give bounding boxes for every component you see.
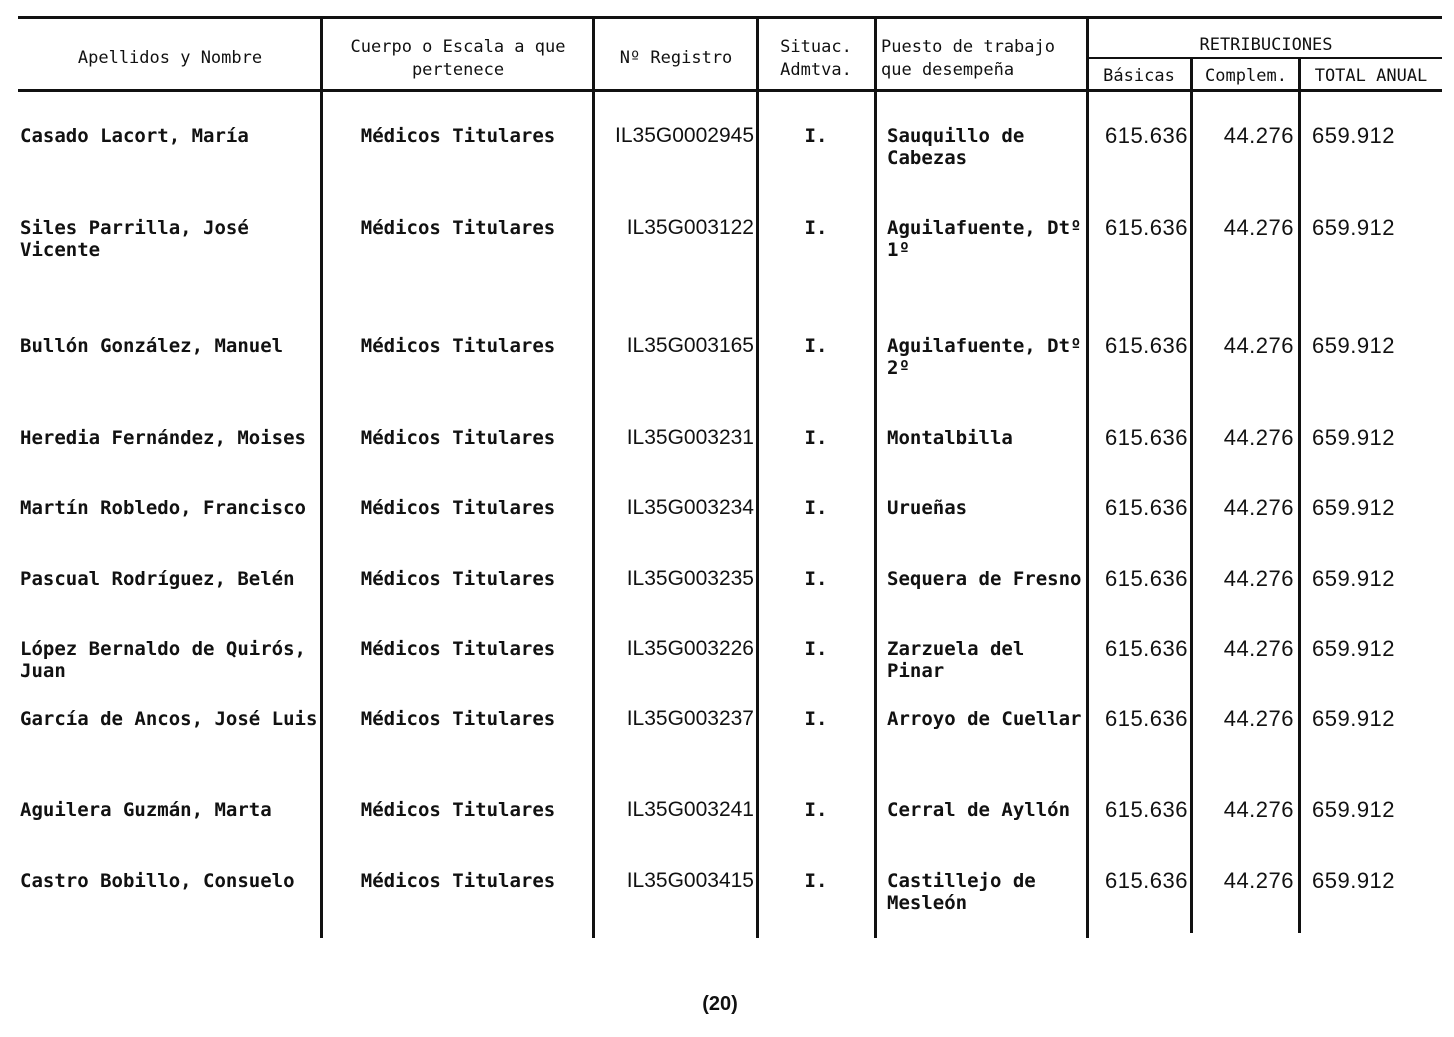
top-rule xyxy=(18,16,1442,19)
cell-cuerpo: Médicos Titulares xyxy=(360,638,556,660)
cell-puesto: Urueñas xyxy=(887,497,968,519)
cell-basicas: 615.636 xyxy=(1104,797,1188,822)
cell-name: Bullón González, Manuel xyxy=(20,335,284,357)
cell-puesto: Castillejo de Mesleón xyxy=(887,870,1036,914)
cell-name: Castro Bobillo, Consuelo xyxy=(20,870,295,892)
cell-name: Pascual Rodríguez, Belén xyxy=(20,568,295,590)
header-cuerpo: Cuerpo o Escala a que pertenece xyxy=(350,37,566,80)
cell-name: García de Ancos, José Luis xyxy=(20,708,318,730)
cell-cuerpo: Médicos Titulares xyxy=(360,427,556,449)
cell-situacion: I. xyxy=(804,335,828,357)
cell-total: 659.912 xyxy=(1312,636,1396,661)
cell-complem: 44.276 xyxy=(1223,123,1294,148)
cell-basicas: 615.636 xyxy=(1104,706,1188,731)
cell-cuerpo: Médicos Titulares xyxy=(360,708,556,730)
cell-total: 659.912 xyxy=(1312,868,1396,893)
cell-name: Siles Parrilla, José Vicente xyxy=(20,217,249,261)
cell-basicas: 615.636 xyxy=(1104,868,1188,893)
column-divider xyxy=(756,18,759,938)
column-divider xyxy=(1086,18,1089,938)
cell-registro: IL35G003241 xyxy=(626,798,754,821)
cell-basicas: 615.636 xyxy=(1104,636,1188,661)
cell-situacion: I. xyxy=(804,638,828,660)
cell-total: 659.912 xyxy=(1312,495,1396,520)
cell-total: 659.912 xyxy=(1312,333,1396,358)
cell-complem: 44.276 xyxy=(1223,425,1294,450)
cell-puesto: Aguilafuente, Dtº 2º xyxy=(887,335,1082,379)
cell-basicas: 615.636 xyxy=(1104,566,1188,591)
cell-complem: 44.276 xyxy=(1223,495,1294,520)
header-registro: Nº Registro xyxy=(619,48,733,68)
cell-puesto: Arroyo de Cuellar xyxy=(887,708,1082,730)
cell-puesto: Zarzuela del Pinar xyxy=(887,638,1025,682)
retribuciones-rule xyxy=(1087,57,1442,59)
cell-basicas: 615.636 xyxy=(1104,123,1188,148)
cell-cuerpo: Médicos Titulares xyxy=(360,799,556,821)
header-basicas: Básicas xyxy=(1103,66,1175,86)
header-rule xyxy=(18,89,1442,92)
cell-complem: 44.276 xyxy=(1223,566,1294,591)
cell-situacion: I. xyxy=(804,427,828,449)
header-name: Apellidos y Nombre xyxy=(77,48,263,68)
cell-registro: IL35G003234 xyxy=(626,496,754,519)
column-divider xyxy=(1298,58,1301,933)
cell-registro: IL35G003165 xyxy=(626,334,754,357)
cell-situacion: I. xyxy=(804,497,828,519)
cell-name: Casado Lacort, María xyxy=(20,125,249,147)
header-total: TOTAL ANUAL xyxy=(1314,66,1428,86)
cell-puesto: Montalbilla xyxy=(887,427,1013,449)
cell-name: Martín Robledo, Francisco xyxy=(20,497,306,519)
cell-total: 659.912 xyxy=(1312,425,1396,450)
cell-cuerpo: Médicos Titulares xyxy=(360,335,556,357)
cell-cuerpo: Médicos Titulares xyxy=(360,497,556,519)
cell-complem: 44.276 xyxy=(1223,797,1294,822)
cell-cuerpo: Médicos Titulares xyxy=(360,125,556,147)
cell-registro: IL35G003415 xyxy=(626,869,754,892)
cell-cuerpo: Médicos Titulares xyxy=(360,217,556,239)
cell-complem: 44.276 xyxy=(1223,215,1294,240)
header-complem: Complem. xyxy=(1205,66,1287,86)
column-divider xyxy=(320,18,323,938)
cell-registro: IL35G003235 xyxy=(626,567,754,590)
cell-cuerpo: Médicos Titulares xyxy=(360,870,556,892)
cell-complem: 44.276 xyxy=(1223,868,1294,893)
header-retribuciones: RETRIBUCIONES xyxy=(1199,35,1333,55)
cell-puesto: Sauquillo de Cabezas xyxy=(887,125,1025,169)
cell-total: 659.912 xyxy=(1312,123,1396,148)
cell-total: 659.912 xyxy=(1312,797,1396,822)
cell-situacion: I. xyxy=(804,125,828,147)
cell-total: 659.912 xyxy=(1312,706,1396,731)
cell-basicas: 615.636 xyxy=(1104,215,1188,240)
cell-puesto: Aguilafuente, Dtº 1º xyxy=(887,217,1082,261)
cell-complem: 44.276 xyxy=(1223,636,1294,661)
column-divider xyxy=(874,18,877,938)
cell-complem: 44.276 xyxy=(1223,706,1294,731)
cell-situacion: I. xyxy=(804,870,828,892)
cell-total: 659.912 xyxy=(1312,215,1396,240)
cell-situacion: I. xyxy=(804,217,828,239)
cell-name: Heredia Fernández, Moises xyxy=(20,427,306,449)
cell-situacion: I. xyxy=(804,708,828,730)
page-number: (20) xyxy=(702,993,738,1015)
header-situacion: Situac. Admtva. xyxy=(780,37,852,80)
cell-basicas: 615.636 xyxy=(1104,425,1188,450)
header-puesto: Puesto de trabajo que desempeña xyxy=(881,37,1055,80)
column-divider xyxy=(592,18,595,938)
cell-cuerpo: Médicos Titulares xyxy=(360,568,556,590)
cell-basicas: 615.636 xyxy=(1104,495,1188,520)
cell-registro: IL35G003237 xyxy=(626,707,754,730)
cell-name: Aguilera Guzmán, Marta xyxy=(20,799,272,821)
cell-registro: IL35G0002945 xyxy=(615,124,754,147)
cell-puesto: Sequera de Fresno xyxy=(887,568,1082,590)
column-divider xyxy=(1190,58,1193,933)
cell-registro: IL35G003231 xyxy=(626,426,754,449)
cell-complem: 44.276 xyxy=(1223,333,1294,358)
cell-puesto: Cerral de Ayllón xyxy=(887,799,1071,821)
cell-situacion: I. xyxy=(804,799,828,821)
cell-name: López Bernaldo de Quirós, Juan xyxy=(20,638,306,682)
cell-situacion: I. xyxy=(804,568,828,590)
cell-registro: IL35G003122 xyxy=(626,216,754,239)
cell-basicas: 615.636 xyxy=(1104,333,1188,358)
cell-total: 659.912 xyxy=(1312,566,1396,591)
cell-registro: IL35G003226 xyxy=(626,637,754,660)
